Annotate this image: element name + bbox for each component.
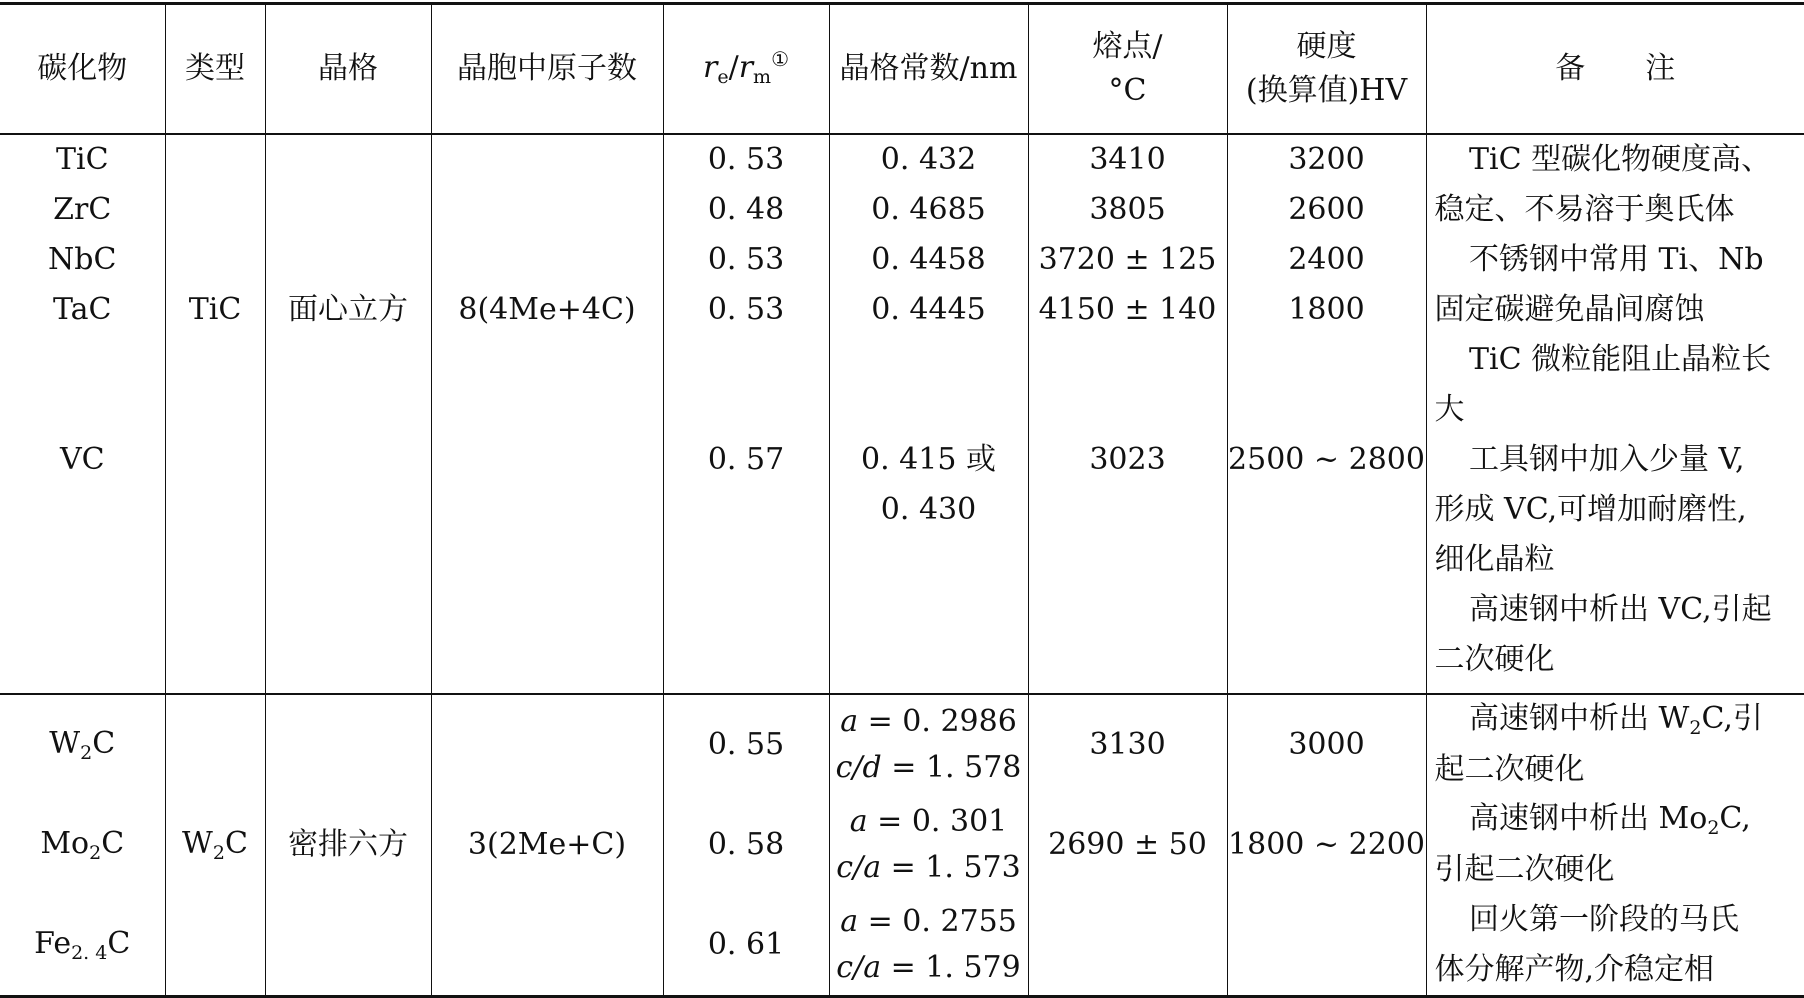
header-ratio-footnote: ① xyxy=(771,47,789,72)
cell-melting-g1 xyxy=(1028,134,1227,694)
constant-value: 0. 4685 xyxy=(871,191,986,227)
cell-carbides-g2 xyxy=(0,694,165,997)
lattice-value: 面心立方 xyxy=(288,291,408,327)
hardness-value: 3000 xyxy=(1288,726,1365,762)
melting-value: 3023 xyxy=(1089,441,1166,477)
hardness-value: 1800 ~ 2200 xyxy=(1228,826,1425,862)
note-line: 细化晶粒 xyxy=(1434,541,1555,577)
cell-type-g1 xyxy=(165,134,265,694)
cell-atoms-g1 xyxy=(431,134,663,694)
header-type: 类型 xyxy=(165,4,265,134)
melting-value: 3130 xyxy=(1089,726,1166,762)
cell-notes-g2 xyxy=(1426,694,1804,997)
header-ratio-r1: r xyxy=(702,50,718,86)
ratio-value: 0. 53 xyxy=(707,291,785,327)
header-lattice: 晶格 xyxy=(265,4,431,134)
carbide-name: TaC xyxy=(52,291,112,327)
cell-ratio-g1 xyxy=(663,134,829,694)
ratio-value: 0. 48 xyxy=(707,191,785,227)
constant-value: 0. 432 xyxy=(880,141,977,177)
header-row xyxy=(0,4,1804,134)
cell-ratio-g2 xyxy=(663,694,829,997)
note-line: 体分解产物,介稳定相 xyxy=(1434,951,1715,987)
carbide-mo2c: $Mo_2C$ xyxy=(40,825,125,864)
note-line: 大 xyxy=(1434,391,1465,427)
cell-constant-g2 xyxy=(829,694,1028,997)
header-lattice-constant: 晶格常数/nm xyxy=(829,4,1028,134)
header-melting-line1: 熔点/ xyxy=(1092,29,1163,65)
header-hardness-line1: 硬度 xyxy=(1296,29,1357,65)
atoms-value: 8(4Me+4C) xyxy=(458,291,636,327)
carbide-name: ZrC xyxy=(53,191,112,227)
constant-pair: a = 0. 2755 c/a = 1. 579 xyxy=(836,903,1021,985)
melting-value: 3805 xyxy=(1089,191,1166,227)
melting-value: 3410 xyxy=(1089,141,1166,177)
header-carbide: 碳化物 xyxy=(0,4,165,134)
constant-pair: a = 0. 2986 c/d = 1. 578 xyxy=(835,703,1022,785)
note-line: 引起二次硬化 xyxy=(1434,851,1615,887)
hardness-value: 1800 xyxy=(1288,291,1365,327)
cell-carbides-g1 xyxy=(0,134,165,694)
cell-melting-g2 xyxy=(1028,694,1227,997)
note-line: TiC 型碳化物硬度高、 xyxy=(1469,141,1772,177)
header-ratio-r2: r xyxy=(738,50,754,86)
type-value: TiC xyxy=(188,291,242,327)
header-melting-line2: °C xyxy=(1108,72,1147,108)
note-line: 工具钢中加入少量 V, xyxy=(1469,441,1745,477)
header-radius-ratio xyxy=(663,4,829,134)
constant-value: 0. 4445 xyxy=(871,291,986,327)
cell-lattice-g1 xyxy=(265,134,431,694)
constant-value: 0. 4458 xyxy=(871,241,986,277)
note-line: 稳定、不易溶于奥氏体 xyxy=(1434,191,1735,227)
hardness-value: 2500 ~ 2800 xyxy=(1228,441,1425,477)
cell-hardness-g2 xyxy=(1227,694,1426,997)
hardness-value: 2400 xyxy=(1288,241,1365,277)
carbide-fe24c: $Fe_{2. 4}C$ xyxy=(34,925,131,964)
note-line: TiC 微粒能阻止晶粒长 xyxy=(1469,341,1772,377)
note-line: 形成 VC,可增加耐磨性, xyxy=(1434,491,1747,527)
cell-constant-g1 xyxy=(829,134,1028,694)
cell-notes-g1 xyxy=(1426,134,1804,694)
header-ratio-slash: / xyxy=(728,50,739,86)
type-value: $W_2C$ xyxy=(182,825,248,864)
carbide-w2c: $W_2C$ xyxy=(49,725,116,764)
cell-lattice-g2: 密排六方 xyxy=(265,694,431,997)
table-row-tic-group xyxy=(0,134,1804,694)
constant-value: 0. 415 或 xyxy=(861,441,996,477)
carbide-name: VC xyxy=(59,441,105,477)
note-line: 不锈钢中常用 Ti、Nb xyxy=(1469,241,1764,277)
hardness-value: 3200 xyxy=(1288,141,1365,177)
header-notes: 备 注 xyxy=(1426,4,1804,134)
melting-value: 4150 ± 140 xyxy=(1038,291,1217,327)
carbide-name: TiC xyxy=(55,141,109,177)
cell-type-g2 xyxy=(165,694,265,997)
note-line: 回火第一阶段的马氏 xyxy=(1469,901,1739,937)
carbide-name: NbC xyxy=(48,241,117,277)
header-atoms: 晶胞中原子数 xyxy=(431,4,663,134)
ratio-value: 0. 57 xyxy=(707,441,785,477)
header-ratio-sub1: e xyxy=(717,66,729,89)
header-melting-point xyxy=(1028,4,1227,134)
ratio-value: 0. 58 xyxy=(707,826,785,862)
cell-hardness-g1 xyxy=(1227,134,1426,694)
melting-value: 2690 ± 50 xyxy=(1048,826,1207,862)
ratio-value: 0. 53 xyxy=(707,241,785,277)
note-line: 高速钢中析出 VC,引起 xyxy=(1469,591,1772,627)
header-ratio-sub2: m xyxy=(753,66,772,89)
constant-value: 0. 430 xyxy=(880,491,977,527)
note-line: 二次硬化 xyxy=(1434,641,1555,677)
header-hardness xyxy=(1227,4,1426,134)
table-row-w2c-group xyxy=(0,694,1804,997)
carbide-table xyxy=(0,2,1804,998)
note-line: 高速钢中析出 $W_2C$,引 xyxy=(1469,700,1763,739)
note-line: 高速钢中析出 $Mo_2C$, xyxy=(1469,800,1751,839)
header-hardness-line2: (换算值)HV xyxy=(1245,72,1408,108)
ratio-value: 0. 61 xyxy=(707,926,785,962)
note-line: 起二次硬化 xyxy=(1434,751,1585,787)
hardness-value: 2600 xyxy=(1288,191,1365,227)
melting-value: 3720 ± 125 xyxy=(1038,241,1217,277)
ratio-value: 0. 53 xyxy=(707,141,785,177)
ratio-value: 0. 55 xyxy=(707,726,785,762)
constant-pair: a = 0. 301 c/a = 1. 573 xyxy=(836,803,1021,885)
note-line: 固定碳避免晶间腐蚀 xyxy=(1434,291,1705,327)
cell-atoms-g2: 3(2Me+C) xyxy=(431,694,663,997)
